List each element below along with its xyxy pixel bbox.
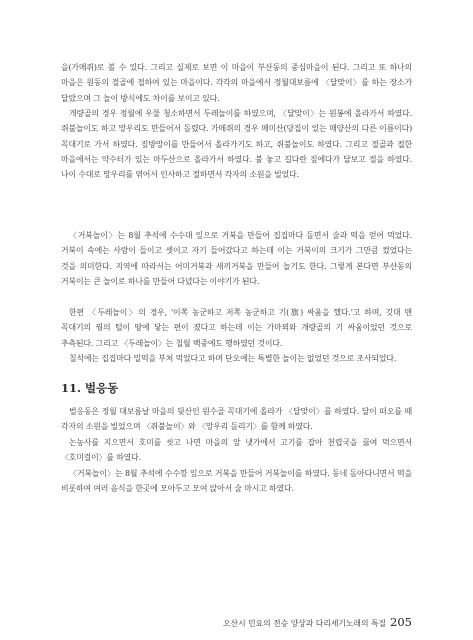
paragraph-5: 칠석에는 집집마다 밀떡을 부쳐 먹었다고 하며 단오에는 특별한 놀이는 없었던 것으로 조사되었다. <box>69 354 397 363</box>
section-heading: 11. 벌응동 <box>61 381 119 395</box>
page-footer <box>223 615 412 629</box>
paragraph-3: 〈거북놀이〉는 8월 추석에 수수대 잎으로 거북을 만들어 집집마다 돌면서 술과 떡을 얻어 먹었다. 거북이 속에는 사람이 들이고 셋이고 자기 들어갔다고 하는데 이는 거북이의 크기가 그만큼 컸었다는 것을 의미한다. 지역에 따라서는 어미거북과 새끼거북을 만들어 놀기도 한다. 그렇게 본다면 부산동의 거북이는 큰 놀이로 하나를 만들어 다녔다는 이야기가 된다. <box>61 231 412 286</box>
paragraph-4: 한편 〈두레놀이〉의 경우, '이쪽 농군하고 저쪽 농군하고 기(旗) 싸움을 했다.'고 하며, 깃대 맨 꼭대기의 꿩의 털이 땅에 닿는 편이 졌다고 하는데 이는 가마뫼와 개량골의 기 싸움이었던 것으로 추측된다. 그리고 〈두레놀이〉는 칠월 백중에도 행하였던 것이다. <box>61 308 412 348</box>
paragraph-1: 을(가메쥐)로 볼 수 있다. 그리고 실제로 보면 이 마을이 부산동의 중심마을이 된다. 그리고 또 하나의 마을은 원동의 절골에 접하여 있는 마을이다. 각각의 마을에서 정월대보름에 〈달맞이〉를 하는 장소가 달랐으며 그 놀이 방식에도 차이를 보이고 있다. <box>61 63 412 103</box>
paragraph-6: 벌응동은 정월 대보름날 마을의 뒷산인 원수골 꼭대기에 올라가 〈달맞이〉를 하였다. 달이 떠오를 때 각자의 소원을 빌었으며 〈쥐불놀이〉와 〈망우리 돌리기〉를 함께 하였다. <box>61 407 412 432</box>
page-number: 205 <box>390 615 412 629</box>
paragraph-8: 〈거북놀이〉는 8월 추석에 수수깡 잎으로 거북을 만들어 거북놀이를 하였다. 동네 돌아다니면서 떡을 비롯하여 여러 음식을 한곳에 모아두고 모여 앉아서 술 마시고 하였다. <box>61 469 412 494</box>
paragraph-7: 논농사를 지으면서 호미를 씻고 나면 마을의 앞 냇가에서 고기를 잡아 천렵국을 끓여 먹으면서 〈호미걸이〉를 하였다. <box>61 438 412 463</box>
paragraph-2: 개량골의 경우 정월에 우물 청소하면서 두레놀이를 하였으며, 〈달맞이〉는 원봉에 올라가서 하였다. 쥐불놀이도 하고 망우리도 만들어서 돌렸다. 가메쥐의 경우 매미산(당집이 있는 매양산의 다른 이름이다) 꼭대기로 가서 하였다. 짚방망이를 만들어서 올라가기도 하고, 쥐불놀이도 하였다. 그리고 절골과 접한 마을에서는 약수터가 있는 마두산으로 올라가서 하였다. 불 놓고 길다란 짚에다가 달보고 절을 하였다. 나이 수대로 망우리를 엮어서 인사하고 절하면서 각자의 소원을 빌었다. <box>61 109 412 180</box>
running-title: 오산시 민요의 전승 양상과 다리세기노래의 특질 <box>223 619 387 628</box>
